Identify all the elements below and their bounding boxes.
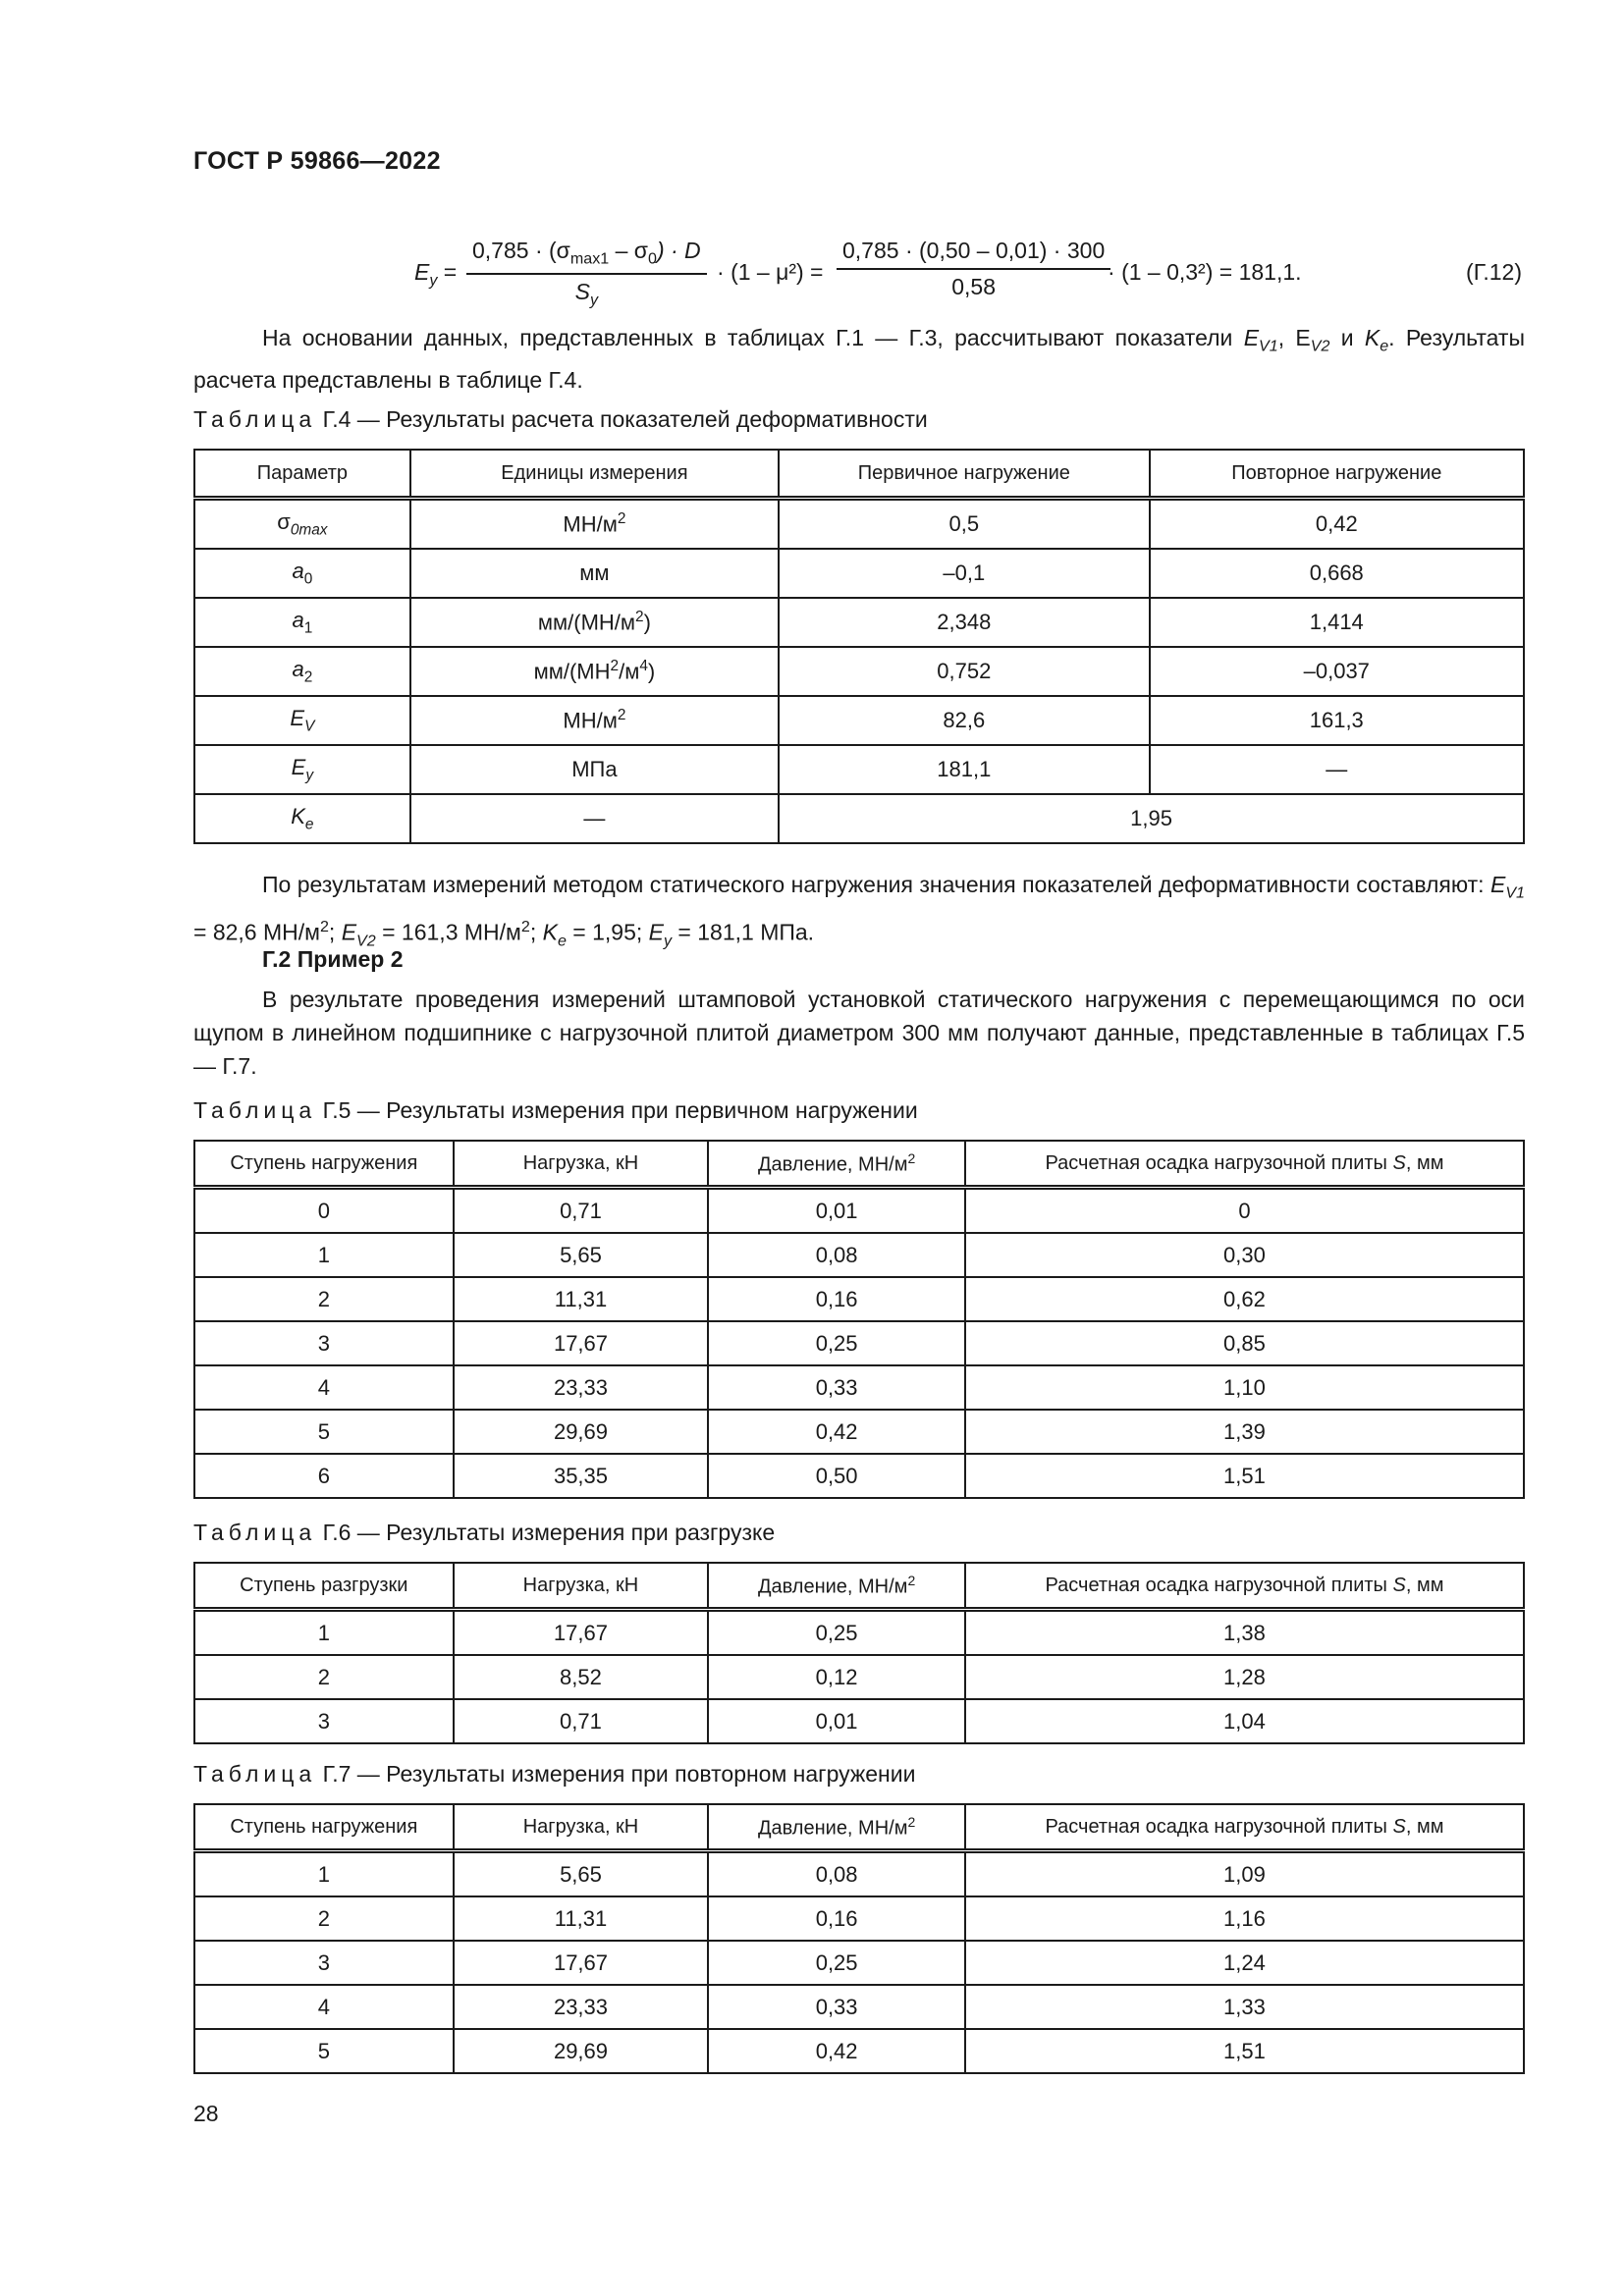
- table-row: 5 29,69 0,42 1,39: [194, 1410, 1524, 1454]
- param-cell: $K_e$: [194, 794, 410, 843]
- table-row: 4 23,33 0,33 1,10: [194, 1365, 1524, 1410]
- table-g6-caption: Таблица Г.6 — Результаты измерения при разгрузке: [193, 1520, 776, 1545]
- table-header-cell: Нагрузка, кН: [454, 1804, 709, 1851]
- formula-fraction-1: [466, 238, 707, 309]
- table-row: 1 17,67 0,25 1,38: [194, 1610, 1524, 1656]
- formula-numerator-2: 0,785 · (0,50 – 0,01) · 300: [837, 238, 1110, 270]
- table-row: 5 29,69 0,42 1,51: [194, 2029, 1524, 2073]
- param-cell: $a_0$: [194, 549, 410, 598]
- param-cell: $E_V$: [194, 696, 410, 745]
- value-cell: 0,42: [1150, 499, 1524, 550]
- value-cell: 0,752: [779, 647, 1149, 696]
- table-header-cell: Давление, $МН/м^2$: [708, 1804, 965, 1851]
- document-header: ГОСТ Р 59866—2022: [193, 147, 441, 175]
- table-row: [194, 598, 1524, 647]
- param-cell: $E_y$: [194, 745, 410, 794]
- table-header-cell: Расчетная осадка нагрузочной плиты S, мм: [965, 1141, 1524, 1188]
- table-row: [194, 745, 1524, 794]
- table-header-cell: Повторное нагружение: [1150, 450, 1524, 499]
- param-cell: $\sigma_{0max}$: [194, 499, 410, 550]
- table-row: [194, 696, 1524, 745]
- table-row: 3 0,71 0,01 1,04: [194, 1699, 1524, 1743]
- section-heading: Г.2 Пример 2: [262, 946, 404, 972]
- formula-lhs: $E_y$ =: [414, 259, 458, 290]
- formula-denominator-2: 0,58: [951, 274, 996, 299]
- param-cell: $a_2$: [194, 647, 410, 696]
- formula-g12: [393, 228, 1522, 309]
- table-header-cell: Давление, $МН/м^2$: [708, 1563, 965, 1610]
- formula-numerator-1: $0,785 \cdot (\sigma_{max1} - \sigma_0) \cdot D$: [466, 238, 707, 275]
- table-header-cell: Нагрузка, кН: [454, 1563, 709, 1610]
- table-row: [194, 647, 1524, 696]
- table-row: 1 5,65 0,08 1,09: [194, 1851, 1524, 1897]
- table-header-cell: Расчетная осадка нагрузочной плиты S, мм: [965, 1563, 1524, 1610]
- value-cell: 161,3: [1150, 696, 1524, 745]
- table-header-cell: Ступень разгрузки: [194, 1563, 454, 1610]
- unit-cell: $мм/(МН/м^2)$: [410, 598, 779, 647]
- table-header-cell: Параметр: [194, 450, 410, 499]
- table-row: 3 17,67 0,25 0,85: [194, 1321, 1524, 1365]
- paragraph-results: По результатам измерений методом статического нагружения значения показателей деформативности составляют: $E_{V1} = 82,6$ $МН/м^2$; $E_{V2} = 161,3$ $МН/м^2$; $K_e = 1,95$; $E_y = 181,1$ МПа.: [193, 872, 1525, 949]
- formula-number: (Г.12): [1466, 259, 1522, 285]
- unit-cell: —: [410, 794, 779, 843]
- paragraph-intro: На основании данных, представленных в таблицах Г.1 — Г.3, рассчитывают показатели $E_{V1}$, $E_{V2}$ и $K_e$. Результаты расчета представлены в таблице Г.4.: [193, 325, 1525, 393]
- table-g4-caption: Таблица Г.4 — Результаты расчета показателей деформативности: [193, 406, 928, 432]
- unit-cell: $мм/(МН^2/м^4)$: [410, 647, 779, 696]
- merged-value-cell: 1,95: [779, 794, 1524, 843]
- table-row: [194, 794, 1524, 843]
- formula-denominator-1: $S_y$: [574, 278, 599, 309]
- table-g7-caption: Таблица Г.7 — Результаты измерения при повторном нагружении: [193, 1761, 916, 1787]
- value-cell: 0,5: [779, 499, 1149, 550]
- table-row: 2 11,31 0,16 0,62: [194, 1277, 1524, 1321]
- table-header-cell: Единицы измерения: [410, 450, 779, 499]
- unit-cell: $МН/м^2$: [410, 696, 779, 745]
- table-g6: [193, 1562, 1525, 1744]
- table-row: 1 5,65 0,08 0,30: [194, 1233, 1524, 1277]
- table-row: [194, 499, 1524, 550]
- table-g4: [193, 449, 1525, 844]
- unit-cell: $МН/м^2$: [410, 499, 779, 550]
- formula-poisson-2: · (1 – 0,3²) = 181,1.: [1108, 259, 1302, 285]
- table-header-cell: Ступень нагружения: [194, 1804, 454, 1851]
- value-cell: 1,414: [1150, 598, 1524, 647]
- table-g7: [193, 1803, 1525, 2074]
- unit-cell: МПа: [410, 745, 779, 794]
- value-cell: 0,668: [1150, 549, 1524, 598]
- value-cell: —: [1150, 745, 1524, 794]
- page-number: 28: [193, 2101, 219, 2126]
- table-row: 2 8,52 0,12 1,28: [194, 1655, 1524, 1699]
- param-cell: $a_1$: [194, 598, 410, 647]
- table-header-cell: Расчетная осадка нагрузочной плиты S, мм: [965, 1804, 1524, 1851]
- table-g5-caption: Таблица Г.5 — Результаты измерения при первичном нагружении: [193, 1097, 918, 1123]
- formula-poisson-1: · (1 – μ²) =: [717, 259, 824, 285]
- table-row: 2 11,31 0,16 1,16: [194, 1896, 1524, 1941]
- table-row: 3 17,67 0,25 1,24: [194, 1941, 1524, 1985]
- table-row: 4 23,33 0,33 1,33: [194, 1985, 1524, 2029]
- value-cell: 82,6: [779, 696, 1149, 745]
- value-cell: 2,348: [779, 598, 1149, 647]
- table-g5: [193, 1140, 1525, 1499]
- unit-cell: мм: [410, 549, 779, 598]
- table-header-cell: Первичное нагружение: [779, 450, 1149, 499]
- table-header-cell: Нагрузка, кН: [454, 1141, 709, 1188]
- table-row: 0 0,71 0,01 0: [194, 1188, 1524, 1234]
- formula-fraction-2: [837, 238, 1110, 300]
- table-header-cell: Ступень нагружения: [194, 1141, 454, 1188]
- value-cell: 181,1: [779, 745, 1149, 794]
- table-row: 6 35,35 0,50 1,51: [194, 1454, 1524, 1498]
- table-row: [194, 549, 1524, 598]
- value-cell: –0,1: [779, 549, 1149, 598]
- table-header-cell: Давление, $МН/м^2$: [708, 1141, 965, 1188]
- paragraph-example2: В результате проведения измерений штамповой установкой статического нагружения с перемещающимся по оси щупом в линейном подшипнике с нагрузочной плитой диаметром 300 мм получают данные, представленные в таблицах Г.5 — Г.7.: [193, 987, 1525, 1079]
- value-cell: –0,037: [1150, 647, 1524, 696]
